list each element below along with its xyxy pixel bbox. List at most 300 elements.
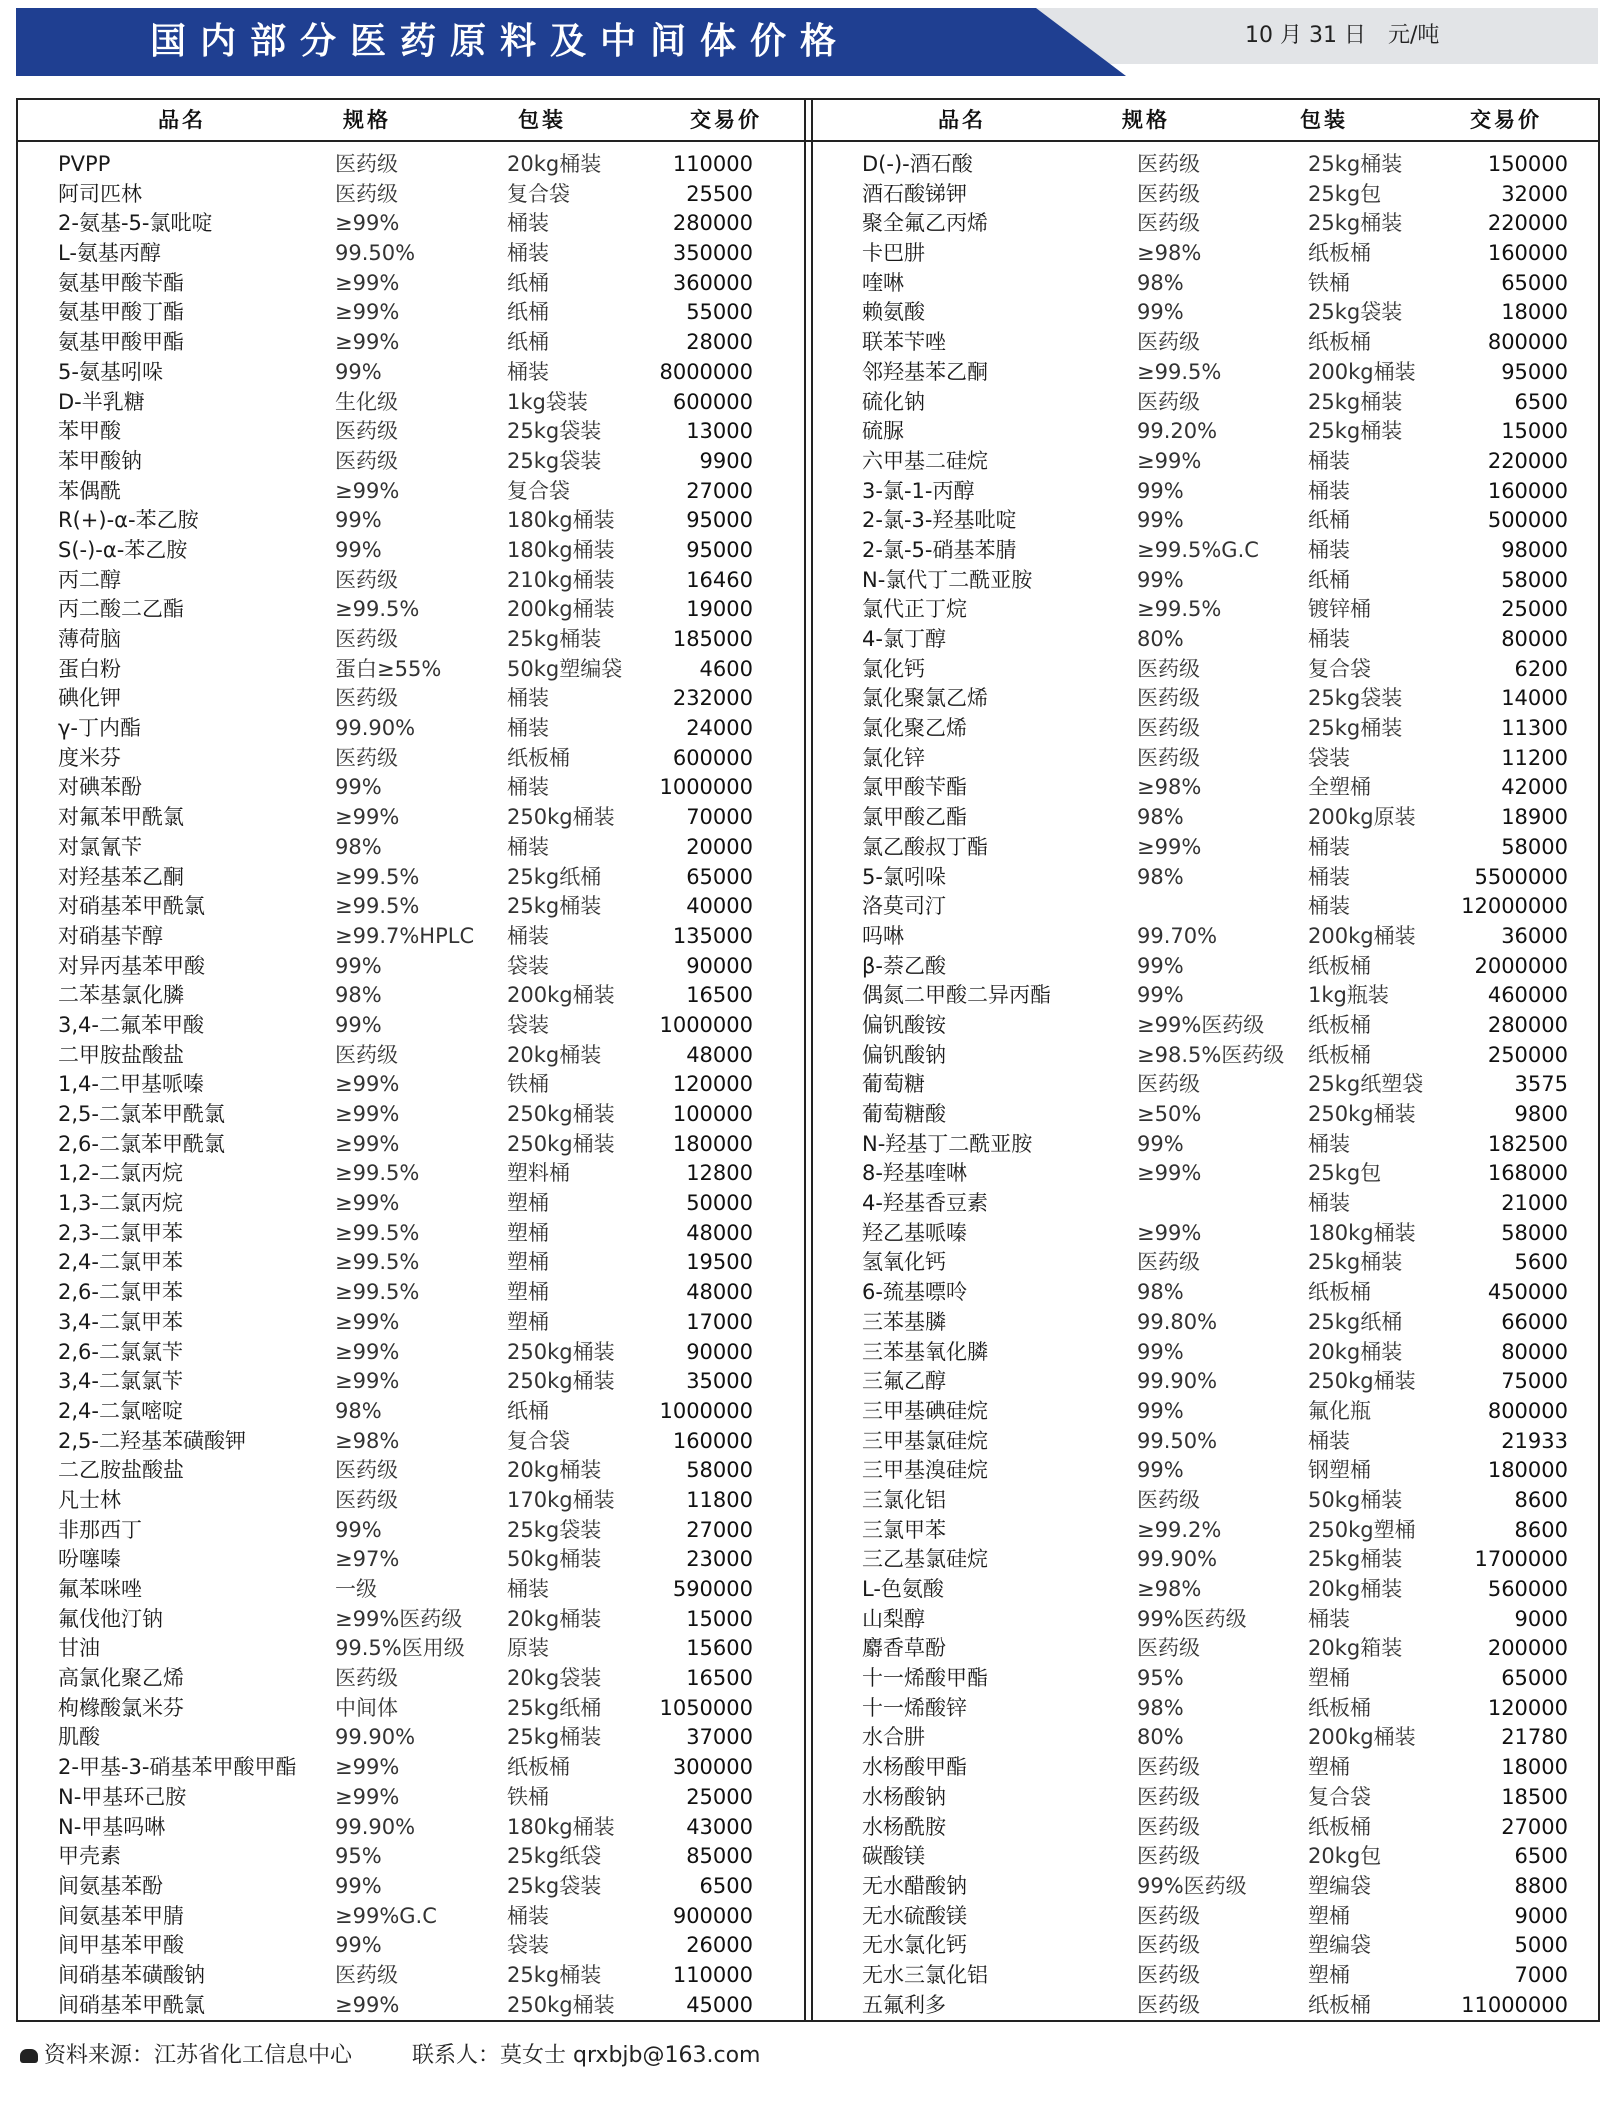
item-price: 36000: [1501, 923, 1568, 948]
item-name: 苯甲酸钠: [58, 448, 142, 473]
table-row: [862, 1189, 1568, 1219]
item-price: 11000000: [1461, 1992, 1568, 2017]
item-pack: 纸板桶: [1308, 1280, 1371, 1305]
item-name: 间氨基苯酚: [58, 1873, 163, 1898]
item-price: 27000: [686, 478, 753, 503]
item-name: 卡巴肼: [862, 241, 925, 266]
table-row: [58, 1634, 758, 1664]
item-price: 11800: [686, 1487, 753, 1512]
item-price: 9000: [1514, 1903, 1568, 1928]
item-pack: 原装: [507, 1636, 549, 1661]
table-row: [58, 1070, 758, 1100]
item-spec: 99%医药级: [1137, 1873, 1247, 1898]
item-name: 碘化钾: [58, 686, 121, 711]
item-spec: ≥99.2%: [1137, 1517, 1222, 1542]
item-price: 11200: [1501, 745, 1568, 770]
item-pack: 纸板桶: [1308, 241, 1371, 266]
item-pack: 桶装: [1308, 1191, 1350, 1216]
item-price: 65000: [1501, 270, 1568, 295]
table-row: [862, 1575, 1568, 1605]
item-price: 95000: [686, 537, 753, 562]
item-pack: 复合袋: [1308, 1784, 1371, 1809]
item-price: 5500000: [1474, 864, 1568, 889]
item-pack: 桶装: [1308, 478, 1350, 503]
item-price: 37000: [686, 1725, 753, 1750]
table-row: [862, 1605, 1568, 1635]
item-price: 19500: [686, 1250, 753, 1275]
table-row: [58, 1189, 758, 1219]
table-row: [862, 1219, 1568, 1249]
item-name: 氨基甲酸甲酯: [58, 330, 184, 355]
item-spec: ≥99%G.C: [335, 1903, 437, 1928]
table-row: [58, 328, 758, 358]
item-price: 9000: [1514, 1606, 1568, 1631]
table-row: [58, 298, 758, 328]
item-price: 185000: [672, 627, 753, 651]
item-name: 阿司匹林: [58, 181, 142, 206]
table-row: [862, 269, 1568, 299]
item-price: 900000: [672, 1903, 753, 1928]
item-price: 5600: [1514, 1250, 1568, 1275]
item-pack: 塑桶: [1308, 1962, 1350, 1987]
table-row: [862, 1100, 1568, 1130]
item-price: 1700000: [1474, 1547, 1568, 1572]
item-pack: 210kg桶装: [507, 567, 615, 592]
item-name: 2,5-二羟基苯磺酸钾: [58, 1428, 246, 1453]
item-name: N-羟基丁二酰亚胺: [862, 1131, 1033, 1156]
item-spec: ≥99%: [335, 211, 400, 236]
item-name: 2,5-二氯苯甲酰氯: [58, 1102, 225, 1126]
item-price: 25000: [686, 1784, 753, 1809]
table-row: [58, 803, 758, 833]
item-price: 18500: [1501, 1784, 1568, 1809]
item-name: 1,3-二氯丙烷: [58, 1191, 183, 1216]
item-price: 70000: [686, 805, 753, 830]
item-price: 21780: [1501, 1725, 1568, 1750]
item-price: 110000: [672, 152, 753, 176]
table-row: [58, 1783, 758, 1813]
table-row: [862, 1991, 1568, 2021]
table-row: [862, 1783, 1568, 1813]
table-row: [58, 1753, 758, 1783]
table-row: [58, 1842, 758, 1872]
table-row: [58, 1486, 758, 1516]
table-row: [862, 1248, 1568, 1278]
item-price: 58000: [1501, 834, 1568, 859]
item-spec: 医药级: [1137, 1844, 1200, 1869]
table-row: [58, 684, 758, 714]
item-price: 20000: [686, 834, 753, 859]
item-name: 无水硫酸镁: [862, 1903, 967, 1928]
item-spec: 99%: [1137, 1131, 1184, 1156]
table-row: [58, 1545, 758, 1575]
item-pack: 塑编袋: [1308, 1933, 1371, 1958]
item-name: 对碘苯酚: [58, 775, 142, 800]
table-row: [862, 1872, 1568, 1902]
item-spec: 98%: [1137, 805, 1184, 830]
item-price: 250000: [1487, 1042, 1568, 1067]
item-pack: 25kg桶装: [1308, 152, 1403, 176]
item-pack: 180kg桶装: [1308, 1220, 1416, 1245]
item-price: 18000: [1501, 300, 1568, 325]
item-name: 洛莫司汀: [862, 894, 946, 919]
item-pack: 纸板桶: [507, 745, 570, 770]
item-spec: 医药级: [1137, 656, 1200, 681]
item-price: 50000: [686, 1191, 753, 1216]
item-spec: ≥99%: [1137, 1220, 1202, 1245]
item-spec: ≥99%: [335, 300, 400, 325]
item-spec: ≥99.7%HPLC: [335, 923, 475, 948]
item-spec: 99.90%: [335, 1814, 416, 1839]
item-name: 无水氯化钙: [862, 1933, 967, 1958]
item-price: 15000: [1501, 419, 1568, 444]
item-name: 三氟乙醇: [862, 1369, 946, 1394]
table-row: [58, 536, 758, 566]
table-row: [862, 180, 1568, 210]
item-price: 80000: [1501, 1339, 1568, 1364]
item-pack: 25kg纸桶: [1308, 1309, 1403, 1334]
item-price: 45000: [686, 1992, 753, 2017]
item-pack: 20kg袋装: [507, 1666, 602, 1691]
item-pack: 25kg桶装: [1308, 1250, 1403, 1275]
item-price: 5000: [1514, 1933, 1568, 1958]
table-row: [58, 150, 758, 180]
item-spec: 98%: [1137, 864, 1184, 889]
item-name: 2-氨基-5-氯吡啶: [58, 211, 213, 236]
item-pack: 桶装: [507, 1577, 549, 1601]
item-spec: 医药级: [335, 1487, 398, 1512]
item-price: 8800: [1514, 1873, 1568, 1898]
item-name: 邻羟基苯乙酮: [862, 359, 988, 384]
table-row: [58, 1605, 758, 1635]
table-row: [58, 269, 758, 299]
item-pack: 250kg桶装: [1308, 1102, 1416, 1126]
table-row: [862, 773, 1568, 803]
item-price: 58000: [1501, 1220, 1568, 1245]
item-pack: 20kg桶装: [507, 1606, 602, 1631]
table-row: [862, 1842, 1568, 1872]
item-name: 3-氯-1-丙醇: [862, 478, 975, 503]
item-pack: 50kg桶装: [1308, 1487, 1403, 1512]
table-row: [862, 536, 1568, 566]
item-name: 对氯氰苄: [58, 834, 142, 859]
item-spec: ≥99%: [1137, 1161, 1202, 1186]
item-pack: 袋装: [1308, 745, 1350, 770]
item-pack: 纸桶: [1308, 508, 1350, 533]
col-header-price: 交易价: [690, 108, 762, 132]
item-pack: 200kg桶装: [1308, 1725, 1416, 1750]
item-name: 2,4-二氯嘧啶: [58, 1398, 183, 1423]
table-row: [862, 239, 1568, 269]
item-pack: 250kg桶装: [507, 1992, 615, 2017]
item-spec: 医药级: [335, 448, 398, 473]
item-name: 氯甲酸苄酯: [862, 775, 967, 800]
item-pack: 180kg桶装: [507, 508, 615, 533]
item-price: 300000: [672, 1755, 753, 1780]
item-name: 氯代正丁烷: [862, 597, 967, 622]
item-price: 58000: [1501, 567, 1568, 592]
item-price: 182500: [1487, 1131, 1568, 1156]
item-pack: 25kg袋装: [507, 1873, 602, 1898]
table-row: [58, 1041, 758, 1071]
item-name: 二乙胺盐酸盐: [58, 1458, 184, 1483]
item-name: 2-氯-5-硝基苯腈: [862, 537, 1017, 562]
table-row: [862, 150, 1568, 180]
table-row: [58, 1723, 758, 1753]
item-spec: 医药级: [1137, 1636, 1200, 1661]
item-name: γ-丁内酯: [58, 716, 142, 741]
item-pack: 50kg桶装: [507, 1547, 602, 1572]
item-name: S(-)-α-苯乙胺: [58, 537, 188, 562]
item-name: N-甲基环己胺: [58, 1784, 187, 1809]
item-pack: 纸板桶: [1308, 953, 1371, 978]
item-name: 对氟苯甲酰氯: [58, 805, 184, 830]
item-price: 110000: [672, 1962, 753, 1987]
item-pack: 复合袋: [1308, 656, 1371, 681]
item-price: 220000: [1487, 211, 1568, 236]
item-price: 90000: [686, 1339, 753, 1364]
item-spec: 医药级: [335, 686, 398, 711]
item-spec: 99%: [1137, 1398, 1184, 1423]
table-row: [58, 833, 758, 863]
item-spec: 99%: [1137, 508, 1184, 533]
item-spec: 80%: [1137, 1725, 1184, 1750]
item-pack: 桶装: [1308, 627, 1350, 651]
item-price: 7000: [1514, 1962, 1568, 1987]
item-spec: 医药级: [1137, 330, 1200, 355]
table-row: [58, 952, 758, 982]
table-row: [862, 744, 1568, 774]
item-name: 三苯基氧化膦: [862, 1339, 988, 1364]
item-name: 水合肼: [862, 1725, 925, 1750]
item-price: 8000000: [659, 359, 753, 384]
item-pack: 纸桶: [507, 270, 549, 295]
item-name: 吗啉: [862, 923, 904, 948]
item-price: 600000: [672, 389, 753, 414]
item-price: 120000: [1487, 1695, 1568, 1720]
item-spec: ≥99%: [335, 1072, 400, 1097]
item-pack: 塑桶: [1308, 1755, 1350, 1780]
item-price: 48000: [686, 1280, 753, 1305]
item-name: 酒石酸锑钾: [862, 181, 967, 206]
table-row: [58, 625, 758, 655]
item-price: 1000000: [659, 775, 753, 800]
item-pack: 铁桶: [507, 1072, 549, 1097]
item-spec: ≥99%: [335, 1784, 400, 1809]
item-price: 80000: [1501, 627, 1568, 651]
table-row: [58, 388, 758, 418]
item-name: 氯乙酸叔丁酯: [862, 834, 988, 859]
table-row: [862, 417, 1568, 447]
table-row: [58, 1100, 758, 1130]
item-spec: 医药级: [1137, 389, 1200, 414]
item-name: 5-氨基吲哚: [58, 359, 163, 384]
item-spec: 99%: [335, 1933, 382, 1958]
phone-icon: [20, 2049, 38, 2063]
item-spec: 医药级: [1137, 1072, 1200, 1097]
item-price: 4600: [699, 656, 753, 681]
table-row: [862, 1278, 1568, 1308]
item-pack: 袋装: [507, 1012, 549, 1037]
item-pack: 桶装: [507, 716, 549, 741]
item-price: 21933: [1501, 1428, 1568, 1453]
item-spec: 医药级: [335, 627, 398, 651]
item-spec: 医药级: [335, 745, 398, 770]
item-name: 2,6-二氯氯苄: [58, 1339, 183, 1364]
item-pack: 钢塑桶: [1308, 1458, 1371, 1483]
item-price: 95000: [686, 508, 753, 533]
col-header-pack: 包装: [518, 108, 566, 132]
item-name: D(-)-酒石酸: [862, 152, 973, 176]
item-name: 麝香草酚: [862, 1636, 946, 1661]
item-name: 三甲基溴硅烷: [862, 1458, 988, 1483]
item-pack: 桶装: [507, 1903, 549, 1928]
item-price: 450000: [1487, 1280, 1568, 1305]
item-name: 无水三氯化铝: [862, 1962, 988, 1987]
item-pack: 复合袋: [507, 181, 570, 206]
item-spec: 医药级: [1137, 1933, 1200, 1958]
item-price: 24000: [686, 716, 753, 741]
item-name: 喹啉: [862, 270, 904, 295]
table-row: [58, 1338, 758, 1368]
table-row: [862, 1130, 1568, 1160]
item-spec: 医药级: [1137, 211, 1200, 236]
item-price: 21000: [1501, 1191, 1568, 1216]
item-pack: 200kg桶装: [1308, 359, 1416, 384]
item-spec: 99%: [1137, 567, 1184, 592]
item-name: 肌酸: [58, 1725, 100, 1750]
item-pack: 25kg纸桶: [507, 1695, 602, 1720]
table-row: [58, 566, 758, 596]
table-row: [862, 447, 1568, 477]
item-spec: 一级: [335, 1577, 377, 1601]
item-name: 六甲基二硅烷: [862, 448, 988, 473]
item-spec: ≥99%: [335, 1339, 400, 1364]
item-spec: 蛋白≥55%: [335, 656, 442, 681]
item-spec: 医药级: [1137, 1487, 1200, 1512]
item-price: 27000: [1501, 1814, 1568, 1839]
item-pack: 20kg桶装: [1308, 1577, 1403, 1601]
item-price: 220000: [1487, 448, 1568, 473]
item-name: 2-甲基-3-硝基苯甲酸甲酯: [58, 1755, 297, 1780]
item-price: 180000: [672, 1131, 753, 1156]
item-name: 5-氯吲哚: [862, 864, 946, 889]
item-price: 19000: [686, 597, 753, 622]
item-name: 三甲基碘硅烷: [862, 1398, 988, 1423]
item-spec: ≥99%: [335, 1102, 400, 1126]
item-spec: ≥99%: [335, 330, 400, 355]
item-price: 12000000: [1461, 894, 1568, 919]
item-name: 甘油: [58, 1636, 100, 1661]
item-price: 48000: [686, 1220, 753, 1245]
table-row: [862, 892, 1568, 922]
item-price: 28000: [686, 330, 753, 355]
price-unit: 元/吨: [1388, 23, 1440, 48]
item-price: 65000: [1501, 1666, 1568, 1691]
table-row: [58, 714, 758, 744]
item-spec: 99%: [335, 775, 382, 800]
item-price: 13000: [686, 419, 753, 444]
table-row: [862, 1338, 1568, 1368]
table-row: [862, 922, 1568, 952]
item-pack: 纸板桶: [1308, 1992, 1371, 2017]
item-name: 三乙基氯硅烷: [862, 1547, 988, 1572]
item-price: 6200: [1514, 656, 1568, 681]
item-spec: ≥99.5%: [335, 894, 420, 919]
item-name: 赖氨酸: [862, 300, 925, 325]
contact-text: 联系人：莫女士 qrxbjb@163.com: [412, 2043, 761, 2068]
item-spec: 医药级: [335, 1962, 398, 1987]
item-name: 蛋白粉: [58, 656, 121, 681]
item-name: 苯偶酰: [58, 478, 121, 503]
item-spec: 80%: [1137, 627, 1184, 651]
item-price: 48000: [686, 1042, 753, 1067]
item-spec: 医药级: [1137, 1755, 1200, 1780]
item-name: 聚全氟乙丙烯: [862, 211, 988, 236]
table-row: [862, 209, 1568, 239]
item-pack: 20kg包: [1308, 1844, 1382, 1869]
item-name: 间硝基苯磺酸钠: [58, 1962, 205, 1987]
table-row: [58, 477, 758, 507]
item-price: 280000: [1487, 1012, 1568, 1037]
item-pack: 25kg纸塑袋: [1308, 1072, 1424, 1097]
table-row: [862, 1961, 1568, 1991]
table-row: [58, 1248, 758, 1278]
item-price: 17000: [686, 1309, 753, 1334]
item-pack: 纸桶: [507, 300, 549, 325]
item-price: 90000: [686, 953, 753, 978]
item-spec: 99%: [1137, 953, 1184, 978]
item-name: 十一烯酸锌: [862, 1695, 967, 1720]
item-pack: 170kg桶装: [507, 1487, 615, 1512]
table-row: [58, 595, 758, 625]
item-spec: 99.90%: [335, 1725, 416, 1750]
item-spec: 医药级: [1137, 745, 1200, 770]
item-name: L-氨基丙醇: [58, 241, 161, 266]
item-price: 23000: [686, 1547, 753, 1572]
item-pack: 200kg桶装: [507, 597, 615, 622]
item-name: 4-氯丁醇: [862, 627, 946, 651]
item-pack: 塑桶: [507, 1220, 549, 1245]
item-name: 薄荷脑: [58, 627, 121, 651]
item-name: 6-巯基嘌呤: [862, 1280, 967, 1305]
item-pack: 250kg桶装: [507, 1369, 615, 1394]
item-pack: 250kg桶装: [1308, 1369, 1416, 1394]
item-pack: 25kg桶装: [507, 1962, 602, 1987]
item-pack: 桶装: [507, 686, 549, 711]
item-pack: 25kg袋装: [507, 419, 602, 444]
item-pack: 纸板桶: [507, 1755, 570, 1780]
item-price: 160000: [672, 1428, 753, 1453]
item-price: 27000: [686, 1517, 753, 1542]
item-price: 26000: [686, 1933, 753, 1958]
item-name: 山梨醇: [862, 1606, 925, 1631]
item-pack: 桶装: [1308, 1606, 1350, 1631]
item-spec: ≥99%医药级: [335, 1606, 463, 1631]
table-row: [862, 714, 1568, 744]
item-price: 35000: [686, 1369, 753, 1394]
item-name: 凡士林: [58, 1487, 121, 1512]
item-pack: 1kg袋装: [507, 389, 588, 414]
item-spec: 99.50%: [335, 241, 416, 266]
table-row: [862, 1308, 1568, 1338]
item-spec: ≥99%: [335, 1309, 400, 1334]
item-pack: 桶装: [507, 241, 549, 266]
item-name: 联苯苄唑: [862, 330, 946, 355]
item-price: 590000: [672, 1577, 753, 1601]
table-row: [58, 1278, 758, 1308]
item-spec: ≥99%: [335, 1369, 400, 1394]
